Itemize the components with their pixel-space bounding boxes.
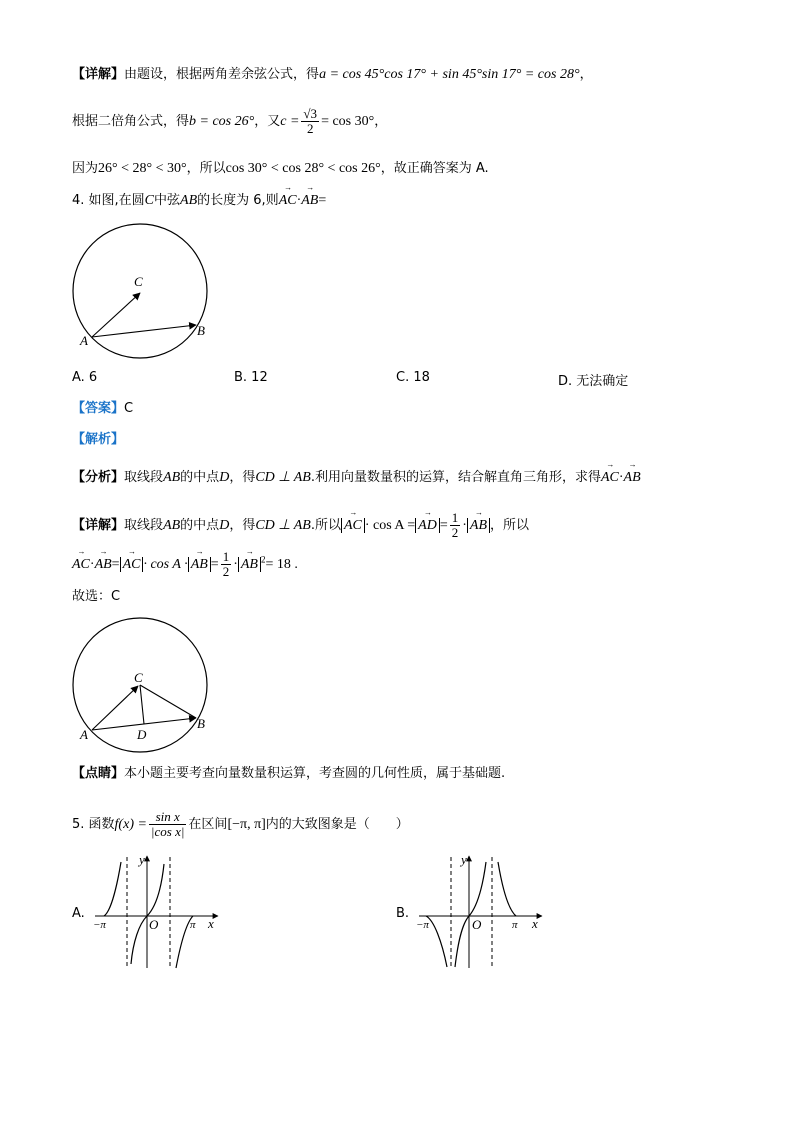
curve-branch-mid xyxy=(455,862,486,967)
fraction-numerator: sin x xyxy=(149,810,187,825)
dianjing-text: 本小题主要考查向量数量积运算，考查圆的几何性质，属于基础题. xyxy=(124,766,506,781)
equals-sign: = xyxy=(111,557,120,572)
bracket-open: 【 xyxy=(72,401,86,416)
text: .所以 xyxy=(310,518,341,533)
text: ，所以 xyxy=(186,161,226,176)
text: .利用向量数量积的运算，结合解直角三角形，求得 xyxy=(310,470,601,485)
fenxi-label: 分析 xyxy=(85,470,112,485)
label-d: D xyxy=(137,727,147,742)
text: ， xyxy=(374,114,388,129)
dot-operator: · xyxy=(296,193,302,208)
vector-ac: → AC xyxy=(600,460,619,485)
dot-operator: · xyxy=(89,557,95,572)
option-b-label[interactable]: B. xyxy=(396,906,410,921)
graph-option-a[interactable] xyxy=(90,852,225,972)
math-expression: c = xyxy=(280,114,300,129)
text: 根据二倍角公式，得 xyxy=(72,114,190,129)
option-b[interactable]: B. 12 xyxy=(234,370,268,385)
dot-operator: · xyxy=(618,470,624,485)
text: 的中点 xyxy=(180,470,220,485)
vector-ab: → AB xyxy=(301,183,319,208)
dianjing-line xyxy=(72,765,505,783)
circle-figure-1 xyxy=(60,215,220,355)
math-expression: = cos 30° xyxy=(321,114,375,129)
xiangjie-line-1 xyxy=(72,508,530,540)
math-var: D xyxy=(219,470,230,485)
label-neg-pi: −π xyxy=(416,919,429,931)
text: ，又 xyxy=(254,114,281,129)
label-b: B xyxy=(197,323,205,338)
interval: [−π, π] xyxy=(227,817,266,832)
math-expression: · cos A · xyxy=(143,557,188,572)
math-expression: f(x) = xyxy=(114,817,147,832)
text: 的中点 xyxy=(180,518,220,533)
math-var: C xyxy=(144,193,155,208)
analysis-label: 解析 xyxy=(85,432,112,447)
option-c[interactable]: C. 18 xyxy=(396,370,430,385)
analysis-heading xyxy=(72,431,124,449)
math-expression: b = cos 26° xyxy=(189,114,255,129)
curve-branch-right xyxy=(498,862,516,916)
fenxi-line xyxy=(72,460,641,487)
abs-ab: → AB xyxy=(467,518,490,533)
vector-ac-arrow xyxy=(92,293,140,337)
superscript: 2 xyxy=(260,554,266,565)
vector-ab: → AB xyxy=(623,460,641,485)
text: 中弦 xyxy=(154,193,181,208)
section-label: 详解 xyxy=(85,67,112,82)
math-expression: · cos A = xyxy=(364,518,416,533)
text: ，故正确答案为 A. xyxy=(380,161,489,176)
label-pi: π xyxy=(190,919,196,931)
dot-operator: · xyxy=(233,557,238,572)
bracket-close: 】 xyxy=(111,470,125,485)
bracket-close: 】 xyxy=(111,766,125,781)
solution-line-3 xyxy=(72,160,489,178)
circle xyxy=(73,224,207,358)
equals-sign: = xyxy=(318,193,327,208)
fraction-numerator: √3 xyxy=(303,106,318,121)
abs-ab: → AB xyxy=(238,557,261,572)
bracket-open: 【 xyxy=(72,470,86,485)
equals-sign: = xyxy=(210,557,219,572)
label-origin: O xyxy=(472,917,482,932)
bracket-open: 【 xyxy=(72,67,86,82)
xiangjie-line-2 xyxy=(72,547,298,579)
label-neg-pi: −π xyxy=(93,919,106,931)
label-c: C xyxy=(134,670,143,685)
math-expression: cos 30° < cos 28° < cos 26° xyxy=(225,161,381,176)
bracket-close: 】 xyxy=(111,432,125,447)
fraction-denominator: |cos x| xyxy=(150,824,185,839)
segment-cd xyxy=(140,685,144,724)
fraction-half: $\frac{1}{2}$ xyxy=(451,510,459,540)
vector-ab-arrow xyxy=(92,325,196,337)
math-expression: CD ⊥ AB xyxy=(255,470,311,485)
math-expression: a = cos 45°cos 17° + sin 45°sin 17° = cos 28° xyxy=(319,67,580,82)
solution-line-2 xyxy=(72,107,387,136)
math-var: D xyxy=(219,518,230,533)
abs-ad: → AD xyxy=(415,518,440,533)
solution-line-1 xyxy=(72,66,593,84)
text: 5. 函数 xyxy=(72,817,115,832)
abs-ac: → AC xyxy=(120,557,144,572)
bracket-open: 【 xyxy=(72,518,86,533)
bracket-close: 】 xyxy=(111,518,125,533)
bracket-close: 】 xyxy=(111,401,125,416)
option-a[interactable]: A. 6 xyxy=(72,370,98,385)
text: ，所以 xyxy=(490,518,530,533)
answer-label: 答案 xyxy=(85,401,112,416)
math-expression: = 18 . xyxy=(265,557,298,572)
xiangjie-label: 详解 xyxy=(85,518,112,533)
answer-line xyxy=(72,400,133,418)
graph-option-b[interactable] xyxy=(414,852,549,972)
text: 的长度为 6,则 xyxy=(197,193,279,208)
label-x: x xyxy=(208,916,214,931)
question-5-stem xyxy=(72,810,409,839)
equals-sign: = xyxy=(439,518,448,533)
vector-ac: → AC xyxy=(278,183,297,208)
curve-branch-left xyxy=(426,916,447,967)
text: ，得 xyxy=(229,470,256,485)
conclusion: 故选：C xyxy=(72,589,121,604)
segment-cb xyxy=(140,685,196,718)
label-pi: π xyxy=(512,919,518,931)
fraction-denominator: 2 xyxy=(306,121,314,136)
curve-branch-left xyxy=(104,862,121,916)
math-expression: 26° < 28° < 30° xyxy=(98,161,187,176)
text: 由题设，根据两角差余弦公式，得 xyxy=(124,67,320,82)
label-y: y xyxy=(461,852,467,867)
text: 4. 如图,在圆 xyxy=(72,193,145,208)
text: ，得 xyxy=(229,518,256,533)
vector-ac: → AC xyxy=(72,547,90,572)
text: 取线段 xyxy=(124,470,164,485)
label-c: C xyxy=(134,274,143,289)
fraction xyxy=(149,810,187,839)
dot-operator: · xyxy=(462,518,467,533)
text: 在区间 xyxy=(188,817,228,832)
text: ， xyxy=(579,67,593,82)
vector-ab: → AB xyxy=(94,547,112,572)
label-x: x xyxy=(532,916,538,931)
label-a: A xyxy=(80,333,88,348)
text: 内的大致图象是（ ） xyxy=(265,817,409,832)
abs-ac: → AC xyxy=(341,518,365,533)
text: 取线段 xyxy=(124,518,164,533)
label-origin: O xyxy=(149,917,159,932)
fraction xyxy=(301,107,319,136)
answer-value: C xyxy=(124,401,134,416)
dianjing-label: 点睛 xyxy=(85,766,112,781)
bracket-close: 】 xyxy=(111,67,125,82)
math-var: AB xyxy=(180,193,198,208)
bracket-open: 【 xyxy=(72,766,86,781)
fraction-half: $\frac{1}{2}$ xyxy=(222,549,230,579)
label-b: B xyxy=(197,716,205,731)
math-var: AB xyxy=(163,518,181,533)
vector-ac-arrow xyxy=(92,686,138,730)
label-a: A xyxy=(80,727,88,742)
math-var: AB xyxy=(163,470,181,485)
bracket-open: 【 xyxy=(72,432,86,447)
circle-figure-2 xyxy=(60,612,220,752)
question-4-stem xyxy=(72,183,327,210)
math-expression: CD ⊥ AB xyxy=(255,518,311,533)
option-a-label[interactable]: A. xyxy=(72,906,85,921)
text: 因为 xyxy=(72,161,99,176)
abs-ab: → AB xyxy=(188,557,211,572)
option-d[interactable]: D. 无法确定 xyxy=(558,374,629,389)
label-y: y xyxy=(139,852,145,867)
